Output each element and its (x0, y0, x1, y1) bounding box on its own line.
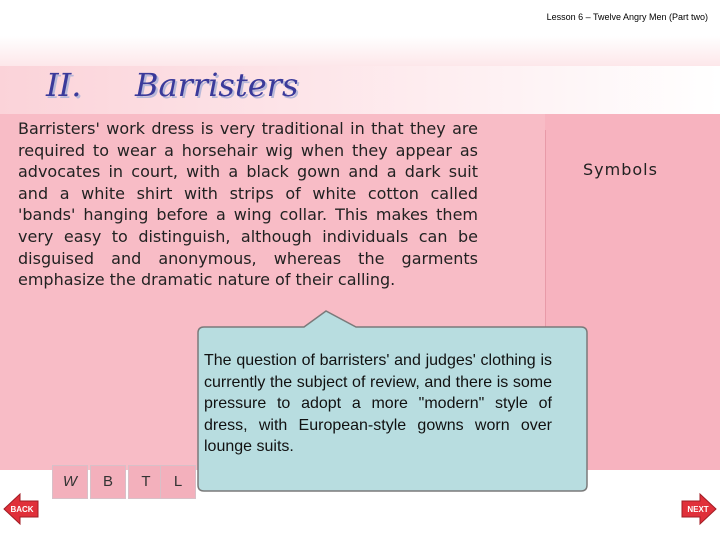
section-title: Barristers (135, 66, 299, 104)
next-label: NEXT (687, 505, 709, 514)
back-label: BACK (10, 505, 34, 514)
symbols-label[interactable]: Symbols (583, 160, 658, 179)
top-band (0, 36, 720, 66)
tab-l[interactable]: L (160, 465, 196, 499)
callout-text: The question of barristers' and judges' clothing is currently the subject of review, and there is some pressure to adopt a more "modern" style of dress, with European-style gowns worn over lounge suits. (204, 352, 552, 455)
title-band (0, 66, 720, 114)
lesson-header: Lesson 6 – Twelve Angry Men (Part two) (546, 12, 708, 22)
section-number: II. (46, 66, 82, 104)
back-button[interactable] (2, 490, 40, 528)
body-paragraph: Barristers' work dress is very traditional in that they are required to wear a horsehair wig when they appear as advocates in court, with a black gown and a dark suit and a white shirt with strips of white cotton called 'bands' hanging before a wing collar. This makes them very easy to distinguish, although individuals can be disguised and anonymous, whereas the garments emphasize the dramatic nature of their calling. (18, 119, 478, 290)
tab-b[interactable]: B (90, 465, 126, 499)
tab-t[interactable]: T (128, 465, 164, 499)
next-button[interactable] (680, 490, 718, 528)
tab-w[interactable]: W (52, 465, 88, 499)
